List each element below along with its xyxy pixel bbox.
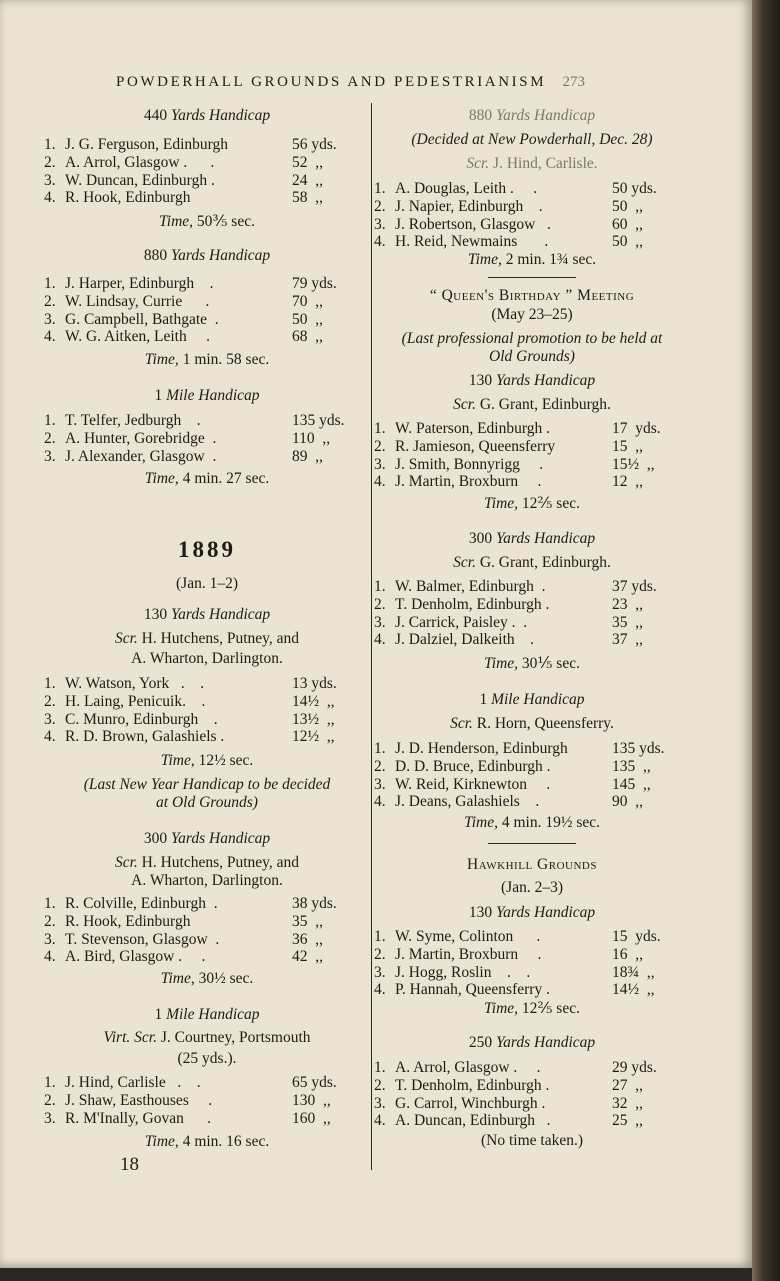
event-title: Yards Handicap <box>170 606 271 623</box>
entry-mark: 38 yds. <box>292 895 337 912</box>
time-label: Time, <box>144 470 183 487</box>
entry-name: R. Colville, Edinburgh . <box>65 895 218 912</box>
entry-number: 4. <box>374 981 386 999</box>
italic-note <box>44 794 370 812</box>
entry-mark: 12½ ,, <box>292 728 335 746</box>
scratch-prefix: Scr. <box>453 396 480 413</box>
time-value: 30⅕ sec. <box>521 655 580 672</box>
event-time <box>44 470 370 488</box>
time-label: Time, <box>160 752 199 769</box>
entry-mark: 160 ,, <box>292 1109 331 1127</box>
event-title: Yards Handicap <box>495 1034 596 1051</box>
entry-mark: 14½ ,, <box>292 692 335 710</box>
entry-number: 4. <box>374 793 386 811</box>
time-value: 30½ sec. <box>198 970 254 987</box>
column-divider <box>371 103 372 1170</box>
event-distance: 440 <box>143 107 171 124</box>
entry-mark: 50 yds. <box>612 180 657 197</box>
plain-line: A. Wharton, Darlington. <box>131 872 283 889</box>
entry-number: 3. <box>44 1109 56 1127</box>
note-text: (Last professional promotion to be held at <box>401 330 663 347</box>
entry-number: 2. <box>374 197 386 215</box>
event-heading <box>374 530 690 548</box>
plain-line: (May 23–25) <box>491 306 573 323</box>
italic-note <box>374 330 690 348</box>
entry-number: 2. <box>44 1091 56 1109</box>
entry-number: 3. <box>44 310 56 328</box>
scratch-line <box>374 155 690 173</box>
event-time <box>374 654 690 673</box>
entry-number: 4. <box>374 233 386 251</box>
section-rule <box>488 843 576 844</box>
scratch-line <box>44 854 370 872</box>
scratch-name: G. Grant, Edinburgh. <box>479 554 611 571</box>
entry-mark: 145 ,, <box>612 775 651 793</box>
entry-name: W. Syme, Colinton . <box>395 928 541 945</box>
entry-number: 3. <box>44 710 56 728</box>
time-value: 50⅗ sec. <box>196 213 255 230</box>
time-label: Time, <box>484 655 522 672</box>
entry-name: H. Laing, Penicuik. . <box>65 692 206 710</box>
time-value: 12⅖ sec. <box>521 495 580 512</box>
scratch-prefix: Scr. <box>450 715 477 732</box>
meeting-heading: Hawkhill Grounds <box>467 856 597 873</box>
entry-mark: 60 ,, <box>612 215 643 233</box>
time-value: 12⅖ sec. <box>521 1000 580 1017</box>
event-time <box>44 970 370 988</box>
entry-number: 2. <box>44 429 56 447</box>
event-time <box>374 999 690 1018</box>
entry-name: R. Hook, Edinburgh <box>65 912 191 930</box>
entry-name: D. D. Bruce, Edinburgh . <box>395 757 551 775</box>
entry-number: 1. <box>44 136 56 153</box>
entry-mark: 58 ,, <box>292 189 323 207</box>
entry-name: P. Hannah, Queensferry . <box>395 981 550 999</box>
year-heading: 1889 <box>178 537 236 562</box>
entry-mark: 15 ,, <box>612 437 643 455</box>
plain-line: (Jan. 2–3) <box>501 879 563 896</box>
entry-mark: 50 ,, <box>612 197 643 215</box>
scratch-name: H. Hutchens, Putney, and <box>141 854 300 871</box>
scratch-name: G. Grant, Edinburgh. <box>479 396 611 413</box>
entry-number: 4. <box>44 948 56 966</box>
entry-mark: 27 ,, <box>612 1076 643 1094</box>
entry-number: 4. <box>374 1112 386 1130</box>
event-title: Mile Handicap <box>166 1006 260 1023</box>
entry-mark: 23 ,, <box>612 595 643 613</box>
event-heading <box>44 387 370 405</box>
meeting-heading: “ Queen's Birthday ” Meeting <box>429 287 635 304</box>
event-distance: 130 <box>468 372 496 389</box>
entry-mark: 90 ,, <box>612 793 643 811</box>
event-distance: 1 <box>154 387 167 404</box>
event-distance: 130 <box>468 904 496 921</box>
event-distance: 250 <box>468 1034 496 1051</box>
entry-mark: 52 ,, <box>292 153 323 171</box>
entry-name: J. Deans, Galashiels . <box>395 793 540 811</box>
entry-mark: 70 ,, <box>292 292 323 310</box>
entry-number: 2. <box>374 1076 386 1094</box>
entry-name: J. D. Henderson, Edinburgh <box>395 740 568 757</box>
plain-line: A. Wharton, Darlington. <box>131 650 283 667</box>
event-heading <box>44 606 370 624</box>
scratch-line <box>44 630 370 648</box>
scratch-name: J. Courtney, Portsmouth <box>160 1029 311 1046</box>
entry-number: 1. <box>374 928 386 945</box>
event-heading <box>374 107 690 125</box>
event-heading <box>374 372 690 390</box>
entry-number: 3. <box>44 447 56 465</box>
folio: 18 <box>120 1154 139 1175</box>
entry-number: 2. <box>374 437 386 455</box>
scratch-prefix: Scr. <box>114 854 142 871</box>
entry-number: 1. <box>374 180 386 197</box>
event-distance: 300 <box>143 830 171 847</box>
entry-mark: 135 yds. <box>292 412 345 429</box>
scratch-prefix: Virt. Scr. <box>103 1029 161 1046</box>
entry-name: J. Carrick, Paisley . . <box>395 613 528 631</box>
note-text: (Last New Year Handicap to be decided <box>83 776 331 793</box>
entry-mark: 135 ,, <box>612 757 651 775</box>
entry-mark: 14½ ,, <box>612 981 655 999</box>
entry-number: 3. <box>44 171 56 189</box>
time-value: 1 min. 58 sec. <box>182 351 270 368</box>
event-title: Yards Handicap <box>495 107 596 124</box>
entry-name: J. Martin, Broxburn . <box>395 473 542 491</box>
entry-mark: 65 yds. <box>292 1074 337 1091</box>
scratch-line <box>44 1029 370 1047</box>
entry-number: 1. <box>374 740 386 757</box>
entry-number: 3. <box>44 930 56 948</box>
entry-name: W. Watson, York . . <box>65 675 205 692</box>
entry-name: J. Alexander, Glasgow . <box>65 447 217 465</box>
entry-number: 1. <box>374 578 386 595</box>
event-time <box>374 251 690 269</box>
entry-number: 3. <box>374 963 386 981</box>
entry-name: A. Douglas, Leith . . <box>395 180 538 197</box>
entry-number: 3. <box>374 1094 386 1112</box>
event-title: Yards Handicap <box>170 247 271 264</box>
entry-name: J. Smith, Bonnyrigg . <box>395 455 544 473</box>
event-title: Yards Handicap <box>495 904 596 921</box>
entry-mark: 36 ,, <box>292 930 323 948</box>
entry-mark: 18¾ ,, <box>612 963 655 981</box>
event-distance: 880 <box>143 247 171 264</box>
entry-mark: 130 ,, <box>292 1091 331 1109</box>
event-time <box>44 212 370 231</box>
entry-mark: 29 yds. <box>612 1059 657 1076</box>
time-label: Time, <box>159 213 197 230</box>
entry-name: T. Telfer, Jedburgh . <box>65 412 201 429</box>
scratch-line <box>374 396 690 414</box>
event-title: Yards Handicap <box>495 530 596 547</box>
entry-mark: 50 ,, <box>292 310 323 328</box>
event-time <box>374 494 690 513</box>
event-distance: 880 <box>468 107 496 124</box>
note-text: Old Grounds) <box>489 348 575 365</box>
entry-name: T. Denholm, Edinburgh . <box>395 1076 550 1094</box>
entry-number: 3. <box>374 775 386 793</box>
entry-name: W. Balmer, Edinburgh . <box>395 578 546 595</box>
entry-name: G. Campbell, Bathgate . <box>65 310 219 328</box>
time-label: Time, <box>484 1000 522 1017</box>
entry-name: T. Stevenson, Glasgow . <box>65 930 220 948</box>
entry-name: W. Lindsay, Currie . <box>65 292 210 310</box>
entry-name: J. Martin, Broxburn . <box>395 945 542 963</box>
entry-name: J. G. Ferguson, Edinburgh <box>65 136 229 153</box>
entry-name: J. Robertson, Glasgow . <box>395 215 551 233</box>
event-time <box>44 752 370 770</box>
entry-number: 1. <box>374 1059 386 1076</box>
entry-mark: 37 yds. <box>612 578 657 595</box>
time-label: Time, <box>484 495 522 512</box>
note-text: (Decided at New Powderhall, Dec. 28) <box>411 131 653 148</box>
note-text: at Old Grounds) <box>156 794 258 811</box>
entry-name: A. Bird, Glasgow . . <box>65 948 206 966</box>
entry-number: 3. <box>374 455 386 473</box>
event-heading <box>44 830 370 848</box>
running-head <box>116 74 585 91</box>
entry-mark: 50 ,, <box>612 233 643 251</box>
section-rule <box>488 277 576 278</box>
event-heading <box>374 904 690 922</box>
entry-mark: 37 ,, <box>612 631 643 649</box>
entry-name: R. Jamieson, Queensferry <box>395 437 556 455</box>
time-label: Time, <box>144 351 183 368</box>
event-title: Yards Handicap <box>495 372 596 389</box>
italic-note <box>374 131 690 149</box>
entry-mark: 68 ,, <box>292 328 323 346</box>
time-value: 2 min. 1¾ sec. <box>505 251 597 268</box>
entry-number: 1. <box>374 420 386 437</box>
entry-number: 1. <box>44 412 56 429</box>
entry-mark: 32 ,, <box>612 1094 643 1112</box>
event-time <box>374 814 690 832</box>
entry-mark: 135 yds. <box>612 740 665 757</box>
entry-mark: 56 yds. <box>292 136 337 153</box>
time-label: Time, <box>160 970 199 987</box>
entry-name: J. Harper, Edinburgh . <box>65 275 214 292</box>
entry-number: 3. <box>374 215 386 233</box>
entry-number: 1. <box>44 1074 56 1091</box>
time-value: 4 min. 16 sec. <box>182 1133 270 1150</box>
scratch-line <box>374 715 690 733</box>
event-heading <box>44 247 370 265</box>
entry-name: J. Shaw, Easthouses . <box>65 1091 213 1109</box>
entry-number: 4. <box>44 728 56 746</box>
entry-name: W. G. Aitken, Leith . <box>65 328 210 346</box>
entry-mark: 79 yds. <box>292 275 337 292</box>
plain-line: (No time taken.) <box>480 1132 583 1149</box>
entry-name: J. Hogg, Roslin . . <box>395 963 531 981</box>
scratch-name: J. Hind, Carlisle. <box>493 155 598 172</box>
entry-number: 4. <box>44 189 56 207</box>
entry-name: J. Hind, Carlisle . . <box>65 1074 201 1091</box>
scratch-prefix: Scr. <box>114 630 142 647</box>
event-time <box>44 351 370 369</box>
entry-mark: 42 ,, <box>292 948 323 966</box>
entry-name: A. Duncan, Edinburgh . <box>395 1112 551 1130</box>
plain-line: (25 yds.). <box>177 1050 237 1067</box>
event-distance: 130 <box>143 606 171 623</box>
entry-number: 2. <box>44 292 56 310</box>
entry-number: 1. <box>44 895 56 912</box>
event-heading <box>44 1006 370 1024</box>
entry-name: G. Carrol, Winchburgh . <box>395 1094 546 1112</box>
event-distance: 300 <box>468 530 496 547</box>
entry-number: 1. <box>44 275 56 292</box>
entry-name: T. Denholm, Edinburgh . <box>395 595 550 613</box>
entry-number: 3. <box>374 613 386 631</box>
entry-mark: 15½ ,, <box>612 455 655 473</box>
entry-mark: 110 ,, <box>292 429 331 447</box>
entry-number: 1. <box>44 675 56 692</box>
entry-mark: 25 ,, <box>612 1112 643 1130</box>
italic-note <box>374 348 690 366</box>
entry-number: 2. <box>44 692 56 710</box>
entry-number: 4. <box>374 473 386 491</box>
event-heading <box>374 1034 690 1052</box>
entry-mark: 24 ,, <box>292 171 323 189</box>
entry-mark: 13 yds. <box>292 675 337 692</box>
italic-note <box>44 776 370 794</box>
event-distance: 1 <box>479 691 492 708</box>
entry-mark: 17 yds. <box>612 420 661 437</box>
entry-name: C. Munro, Edinburgh . <box>65 710 218 728</box>
entry-number: 2. <box>44 153 56 171</box>
entry-name: A. Arrol, Glasgow . . <box>65 153 215 171</box>
entry-name: J. Napier, Edinburgh . <box>395 197 543 215</box>
entry-name: A. Hunter, Gorebridge . <box>65 429 217 447</box>
entry-mark: 35 ,, <box>292 912 323 930</box>
scratch-name: R. Horn, Queensferry. <box>476 715 614 732</box>
event-title: Yards Handicap <box>170 107 271 124</box>
entry-name: A. Arrol, Glasgow . . <box>395 1059 541 1076</box>
event-title: Yards Handicap <box>170 830 271 847</box>
entry-number: 2. <box>374 595 386 613</box>
entry-name: W. Paterson, Edinburgh . <box>395 420 550 437</box>
event-heading <box>44 107 370 125</box>
event-distance: 1 <box>154 1006 167 1023</box>
entry-name: W. Duncan, Edinburgh . <box>65 171 215 189</box>
entry-mark: 13½ ,, <box>292 710 335 728</box>
book-spine <box>752 0 780 1281</box>
entry-name: W. Reid, Kirknewton . <box>395 775 551 793</box>
entry-mark: 15 yds. <box>612 928 661 945</box>
scratch-line <box>374 554 690 572</box>
page-number-top: 273 <box>562 74 585 90</box>
time-label: Time, <box>467 251 506 268</box>
entry-name: R. Hook, Edinburgh <box>65 189 191 207</box>
time-value: 4 min. 19½ sec. <box>501 814 601 831</box>
entry-mark: 12 ,, <box>612 473 643 491</box>
time-label: Time, <box>463 814 502 831</box>
entry-mark: 16 ,, <box>612 945 643 963</box>
plain-line: (Jan. 1–2) <box>176 575 238 592</box>
time-value: 12½ sec. <box>198 752 254 769</box>
running-head-title: POWDERHALL GROUNDS AND PEDESTRIANISM <box>116 74 547 90</box>
event-title: Mile Handicap <box>166 387 260 404</box>
entry-number: 4. <box>44 328 56 346</box>
entry-number: 2. <box>44 912 56 930</box>
entry-mark: 89 ,, <box>292 447 323 465</box>
time-label: Time, <box>144 1133 183 1150</box>
entry-number: 4. <box>374 631 386 649</box>
entry-name: J. Dalziel, Dalkeith . <box>395 631 535 649</box>
scratch-name: H. Hutchens, Putney, and <box>141 630 300 647</box>
event-time <box>44 1133 370 1151</box>
scratch-prefix: Scr. <box>453 554 480 571</box>
event-title: Mile Handicap <box>491 691 585 708</box>
scratch-prefix: Scr. <box>466 155 494 172</box>
time-value: 4 min. 27 sec. <box>182 470 270 487</box>
entry-name: H. Reid, Newmains . <box>395 233 549 251</box>
entry-name: R. M'Inally, Govan . <box>65 1109 212 1127</box>
entry-number: 2. <box>374 945 386 963</box>
entry-name: R. D. Brown, Galashiels . <box>65 728 225 746</box>
event-heading <box>374 691 690 709</box>
entry-mark: 35 ,, <box>612 613 643 631</box>
entry-number: 2. <box>374 757 386 775</box>
